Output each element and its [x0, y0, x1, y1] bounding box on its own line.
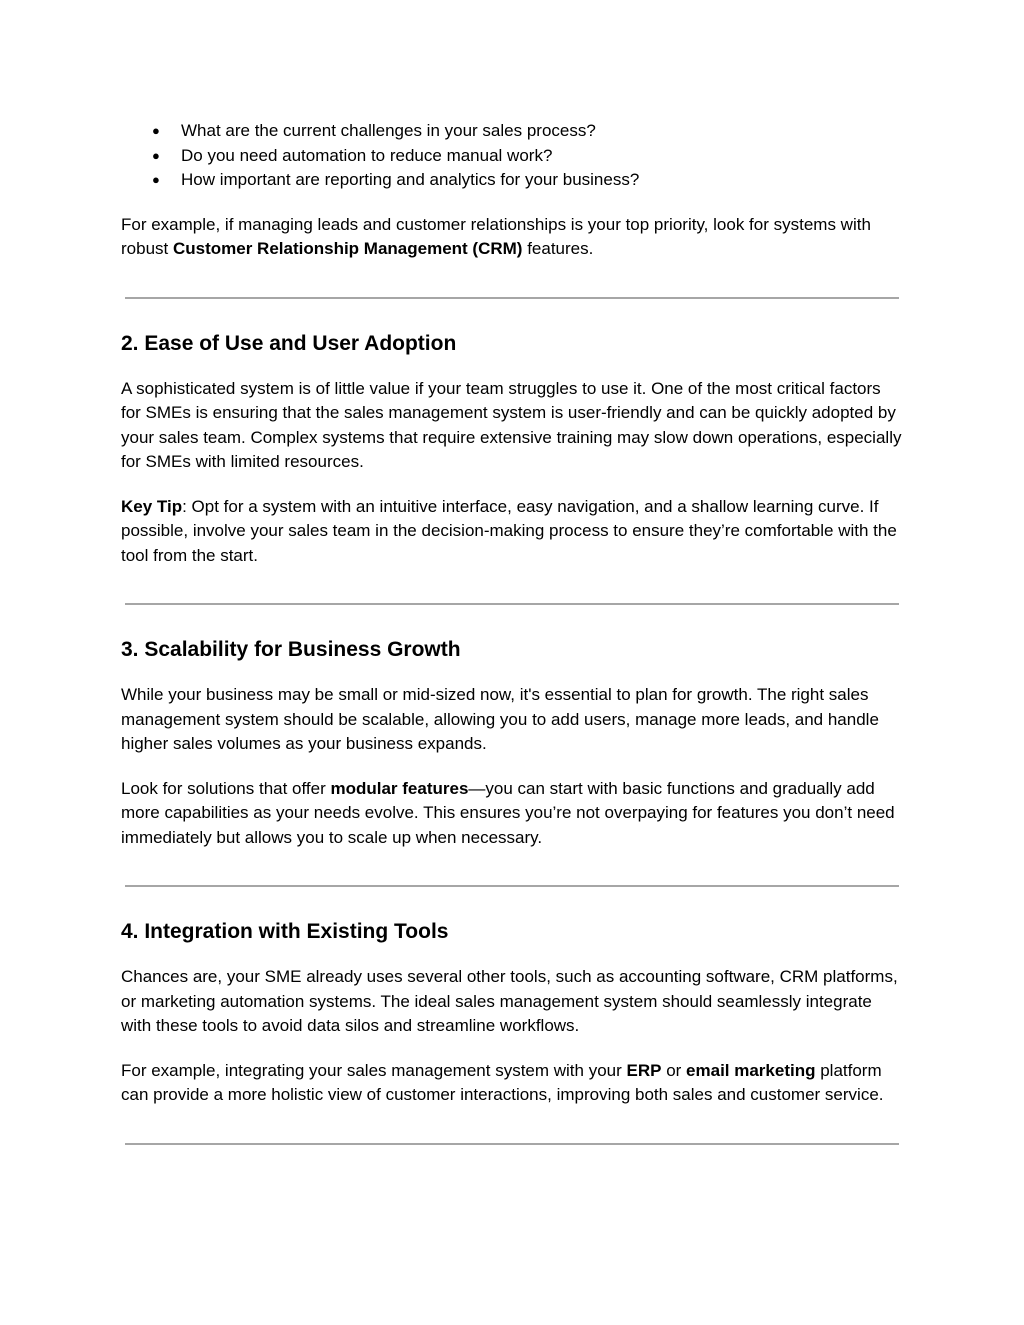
section-paragraph: A sophisticated system is of little value if your team struggles to use it. One of the most critical factors for SMEs is ensuring that the sales management system is user-friendly and can be quickly adopted by your sales team. Complex systems that require extensive training may slow down operations, especially for SMEs with limited resources.: [121, 378, 902, 471]
section-paragraph: While your business may be small or mid-sized now, it's essential to plan for growth. The right sales management system should be scalable, allowing you to add users, manage more leads, and handle higher sales volumes as your business expands.: [121, 685, 879, 753]
bullet-icon: ●: [152, 123, 160, 138]
section-heading: 2. Ease of Use and User Adoption: [121, 331, 457, 355]
list-item: [121, 168, 905, 193]
text-run: For example, if managing leads and customer relationships is your top priority, look for systems with robust: [121, 214, 871, 258]
document-page: [121, 119, 905, 1145]
section-paragraph: [121, 1059, 905, 1108]
section-heading: 4. Integration with Existing Tools: [121, 920, 449, 943]
text-run: or: [661, 1060, 687, 1080]
bold-term: email marketing: [686, 1060, 816, 1080]
section-paragraph: Chances are, your SME already uses several other tools, such as accounting software, CRM platforms, or marketing automation systems. The ideal sales management system should seamlessly integrate with these tools to avoid data silos and streamline workflows.: [121, 967, 898, 1035]
list-item-text: How important are reporting and analytics for your business?: [181, 170, 640, 189]
bold-term: modular features: [330, 778, 469, 798]
bold-term: Key Tip: [121, 496, 183, 516]
section-divider: [125, 885, 899, 887]
text-run: platform can provide a more holistic view of customer interactions, improving both sales and customer service.: [121, 1060, 884, 1104]
section-divider: [125, 1143, 899, 1145]
section-heading: 3. Scalability for Business Growth: [121, 638, 461, 661]
text-run: —you can start with basic functions and gradually add more capabilities as your needs evolve. This ensures you’re not overpaying for features you don’t need immediately but allows you to scale up when necessary.: [121, 778, 895, 847]
bullet-icon: ●: [152, 172, 160, 187]
intro-example-paragraph: [121, 213, 905, 262]
key-tip-paragraph: [121, 495, 905, 569]
text-run: For example, integrating your sales management system with your: [121, 1060, 627, 1080]
bold-term: Customer Relationship Management (CRM): [172, 239, 523, 258]
text-run: features.: [522, 239, 594, 258]
section-divider: [125, 603, 899, 605]
list-item-text: What are the current challenges in your sales process?: [181, 121, 596, 140]
bullet-icon: ●: [152, 147, 160, 163]
list-item: [121, 144, 905, 169]
text-run: Look for solutions that offer: [121, 778, 331, 798]
list-item: [121, 119, 905, 144]
section-divider: [125, 297, 899, 299]
question-list: [121, 119, 905, 193]
list-item-text: Do you need automation to reduce manual work?: [181, 145, 553, 165]
text-run: : Opt for a system with an intuitive interface, easy navigation, and a shallow learning curve. If possible, involve your sales team in the decision-making process to ensure they’re comfortable with the tool from the start.: [121, 496, 897, 565]
section-paragraph: [121, 777, 905, 851]
bold-term: ERP: [626, 1060, 662, 1080]
